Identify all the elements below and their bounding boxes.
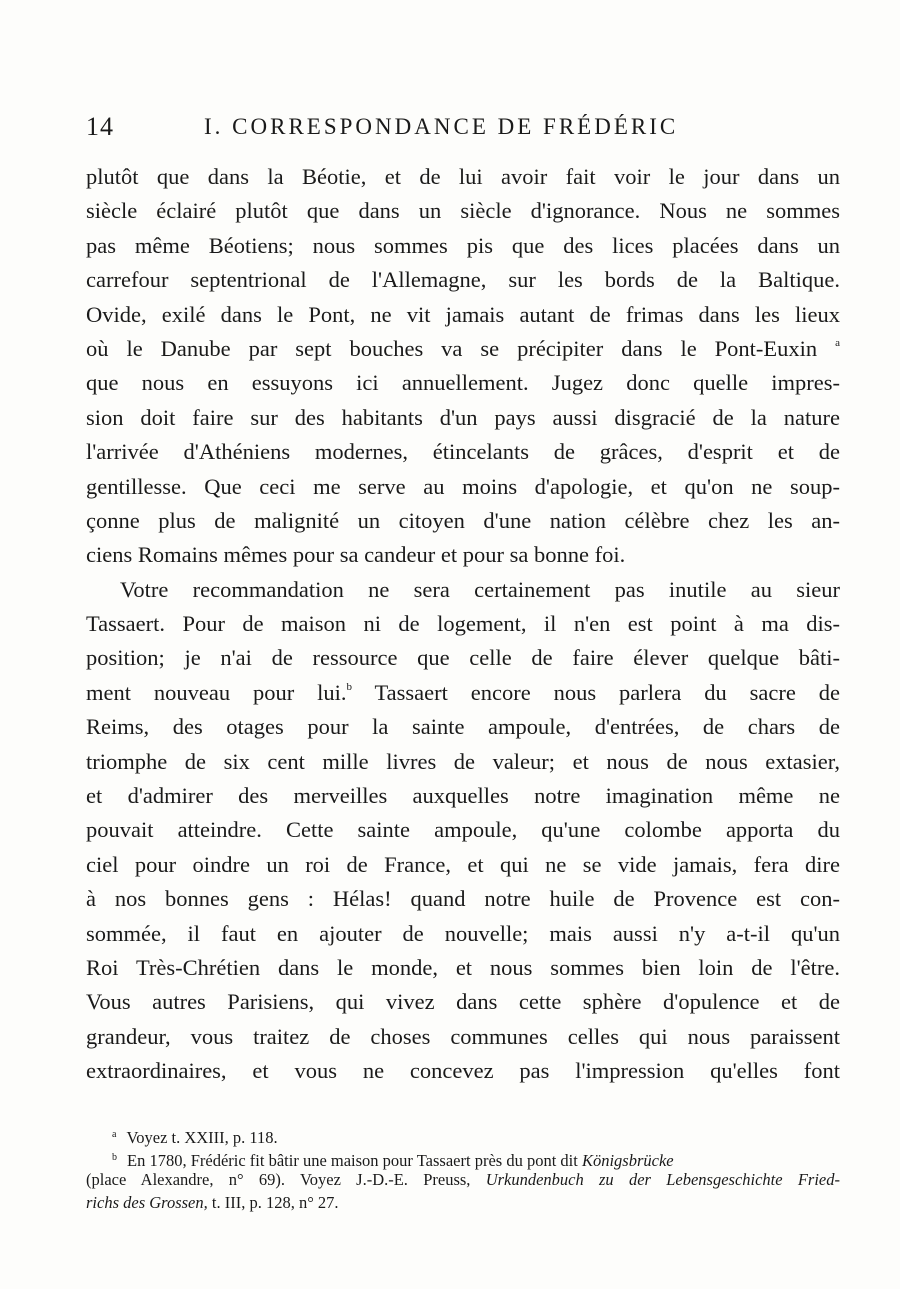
text-line: Tassaert. Pour de maison ni de logement, il n'en est point à ma dis- (86, 611, 840, 637)
footnote-b-continuation (86, 1192, 840, 1215)
text-line: triomphe de six cent mille livres de valeur; et nous de nous extasier, (86, 748, 840, 774)
footnote-italic: Königsbrücke (581, 1150, 674, 1170)
text-line: çonne plus de malignité un citoyen d'une nation célèbre chez les an- (86, 507, 840, 533)
footnote-b-continuation (86, 1169, 840, 1192)
text-line: que nous en essuyons ici annuellement. Jugez donc quelle impres- (86, 370, 840, 396)
text-line: Ovide, exilé dans le Pont, ne vit jamais autant de frimas dans les lieux (86, 301, 840, 327)
text-line: plutôt que dans la Béotie, et de lui avoir fait voir le jour dans un (86, 164, 840, 189)
footnote-mark: b (112, 1151, 117, 1163)
text-line: et d'admirer des merveilles auxquelles notre imagination même ne (86, 783, 840, 809)
footnote-b (86, 1147, 840, 1170)
footnote-text: (place Alexandre, n° 69). Voyez J.-D.-E. Preuss, (86, 1170, 471, 1189)
text-line: Roi Très-Chrétien dans le monde, et nous sommes bien loin de l'être. (86, 954, 840, 980)
text-line: Votre recommandation ne sera certainement pas inutile au sieur (120, 576, 840, 602)
footnote-ref-a[interactable]: a (835, 336, 840, 349)
running-title: I. CORRESPONDANCE DE FRÉDÉRIC (204, 114, 679, 139)
text-line: Vous autres Parisiens, qui vivez dans cette sphère d'opulence et de (86, 989, 840, 1015)
footnote-italic: Urkundenbuch zu der Lebensgeschichte Fried- (485, 1170, 840, 1189)
text-line: sion doit faire sur des habitants d'un pays aussi disgracié de la nature (86, 404, 840, 430)
text-line: gentillesse. Que ceci me serve au moins d'apologie, et qu'on ne soup- (86, 473, 840, 499)
text-line: carrefour septentrional de l'Allemagne, sur les bords de la Baltique. (86, 267, 840, 293)
text-line: Reims, des otages pour la sainte ampoule, d'entrées, de chars de (86, 714, 840, 740)
text-line: pas même Béotiens; nous sommes pis que des lices placées dans un (86, 232, 840, 258)
text-line (86, 676, 840, 710)
text-fragment: où le Danube par sept bouches va se précipiter dans le Pont-Euxin (86, 335, 818, 361)
footnote-text: Voyez t. XXIII, p. 118. (126, 1128, 278, 1147)
text-line: extraordinaires, et vous ne concevez pas l'impression qu'elles font (86, 1058, 840, 1084)
footnote-text: t. III, p. 128, n° 27. (211, 1192, 339, 1212)
text-line: siècle éclairé plutôt que dans un siècle d'ignorance. Nous ne sommes (86, 198, 840, 224)
page-number: 14 (86, 112, 114, 141)
footnote-a (86, 1124, 840, 1147)
text-line: l'arrivée d'Athéniens modernes, étincelants de grâces, d'esprit et de (86, 439, 840, 465)
footnote-text: En 1780, Frédéric fit bâtir une maison pour Tassaert près du pont dit (127, 1150, 578, 1170)
text-line: pouvait atteindre. Cette sainte ampoule, qu'une colombe apporta du (86, 817, 840, 843)
letter-body (86, 160, 840, 1089)
text-line: ciel pour oindre un roi de France, et qui ne se vide jamais, fera dire (86, 851, 840, 877)
text-fragment: ment nouveau pour lui. (86, 679, 347, 705)
text-line: sommée, il faut en ajouter de nouvelle; mais aussi n'y a-t-il qu'un (86, 920, 840, 946)
text-fragment: Tassaert encore nous parlera du sacre de (374, 679, 840, 705)
text-line: à nos bonnes gens : Hélas! quand notre huile de Provence est con- (86, 886, 840, 912)
text-line: grandeur, vous traitez de choses communes celles qui nous paraissent (86, 1023, 840, 1049)
footnote-italic: richs des Grossen, (86, 1192, 208, 1212)
page-header (86, 112, 846, 148)
text-line: position; je n'ai de ressource que celle de faire élever quelque bâti- (86, 645, 840, 671)
text-line (86, 332, 840, 366)
text-line: ciens Romains mêmes pour sa candeur et pour sa bonne foi. (86, 542, 626, 568)
footnotes (86, 1124, 840, 1214)
footnote-mark: a (112, 1129, 117, 1140)
footnote-ref-b[interactable]: b (346, 680, 352, 693)
